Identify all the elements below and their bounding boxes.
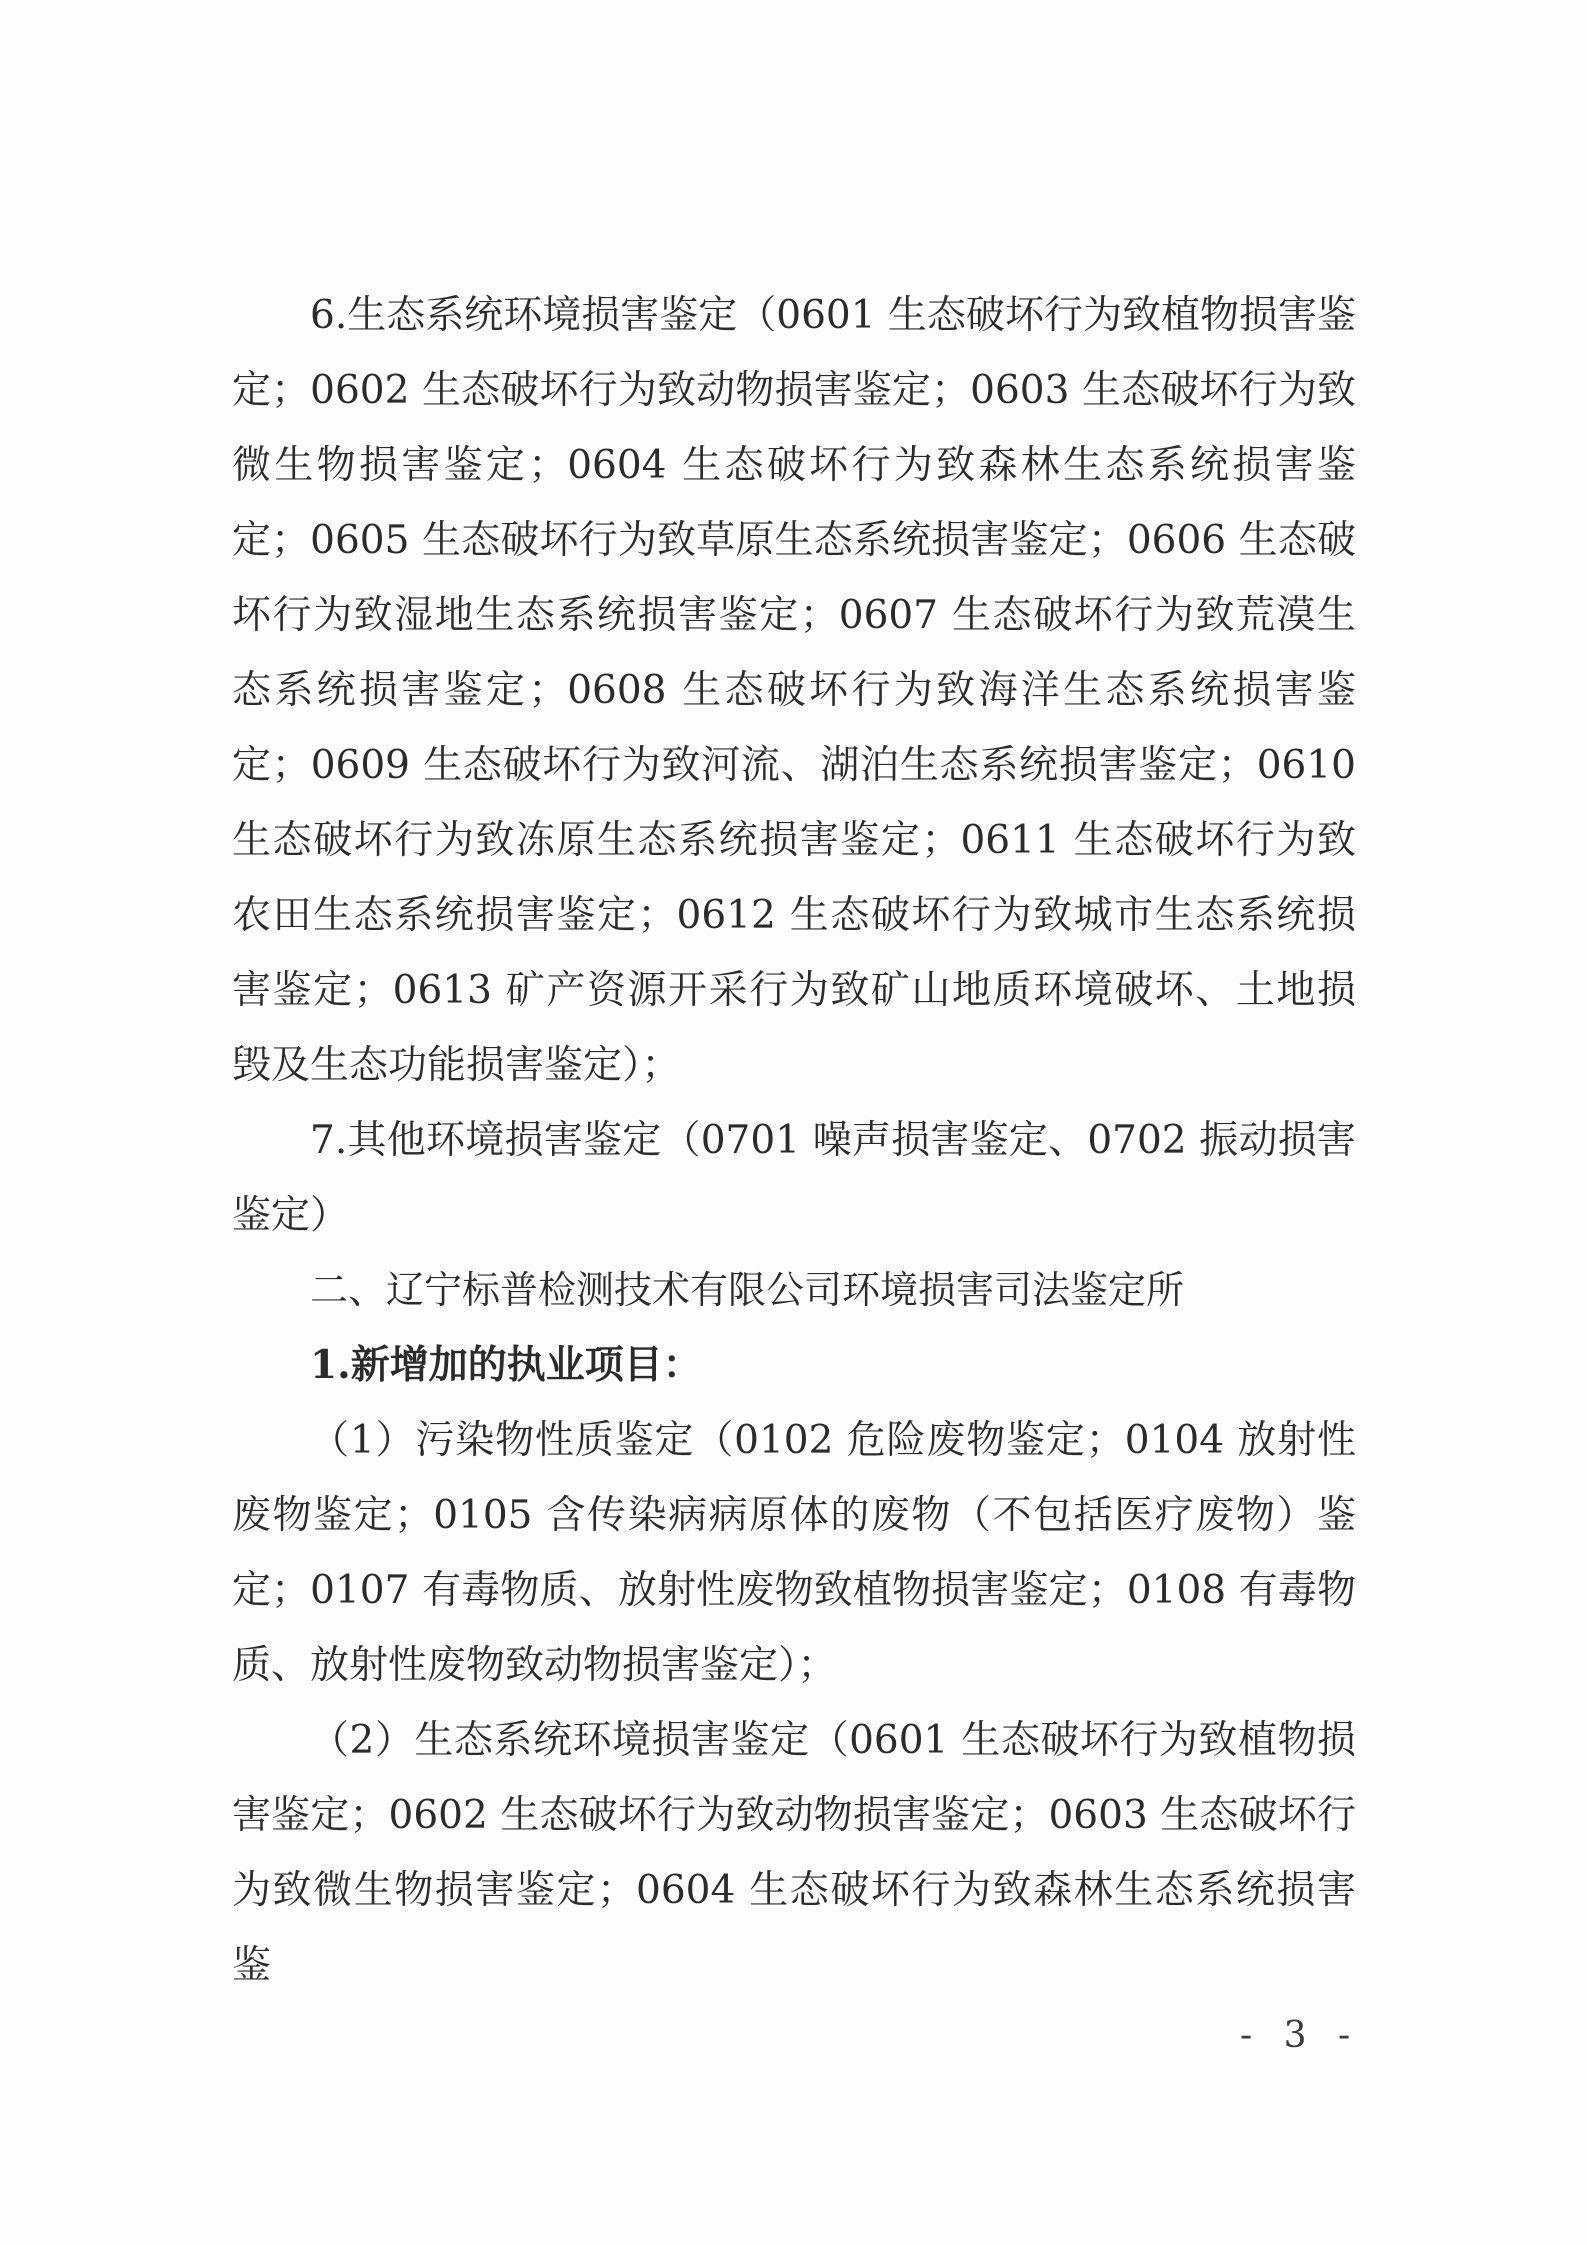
subheading-new-items: 1.新增加的执业项目： xyxy=(310,1342,702,1388)
section-heading: 二、辽宁标普检测技术有限公司环境损害司法鉴定所 xyxy=(310,1268,1185,1312)
paragraph-other-damage: 7.其他环境损害鉴定（0701 噪声损害鉴定、0702 振动损害鉴定） xyxy=(232,1118,1356,1238)
page-number: - 3 - xyxy=(1240,2015,1361,2056)
paragraph-ecosystem-damage: 6.生态系统环境损害鉴定（0601 生态破坏行为致植物损害鉴定；0602 生态破坏行为致动物损害鉴定；0603 生态破坏行为致微生物损害鉴定；0604 生态破坏行为致森林生态系统损害鉴定；0605 生态破坏行为致草原生态系统损害鉴定；0606 生态破坏行为致湿地生态系统损害鉴定；0607 生态破坏行为致荒漠生态系统损害鉴定；0608 生态破坏行为致海洋生态系统损害鉴定；0609 生态破坏行为致河流、湖泊生态系统损害鉴定；0610 生态破坏行为致冻原生态系统损害鉴定；0611 生态破坏行为致农田生态系统损害鉴定；0612 生态破坏行为致城市生态系统损害鉴定；0613 矿产资源开采行为致矿山地质环境破坏、土地损毁及生态功能损害鉴定）； xyxy=(232,293,1356,1088)
item-ecosystem-damage: （2）生态系统环境损害鉴定（0601 生态破坏行为致植物损害鉴定；0602 生态破坏行为致动物损害鉴定；0603 生态破坏行为致微生物损害鉴定；0604 生态破坏行为致森林生态系统损害鉴 xyxy=(232,1718,1356,1988)
item-pollutant-nature: （1）污染物性质鉴定（0102 危险废物鉴定；0104 放射性废物鉴定；0105 含传染病病原体的废物（不包括医疗废物）鉴定；0107 有毒物质、放射性废物致植物损害鉴定；0108 有毒物质、放射性废物致动物损害鉴定）； xyxy=(232,1418,1356,1688)
document-body xyxy=(232,278,1356,2003)
